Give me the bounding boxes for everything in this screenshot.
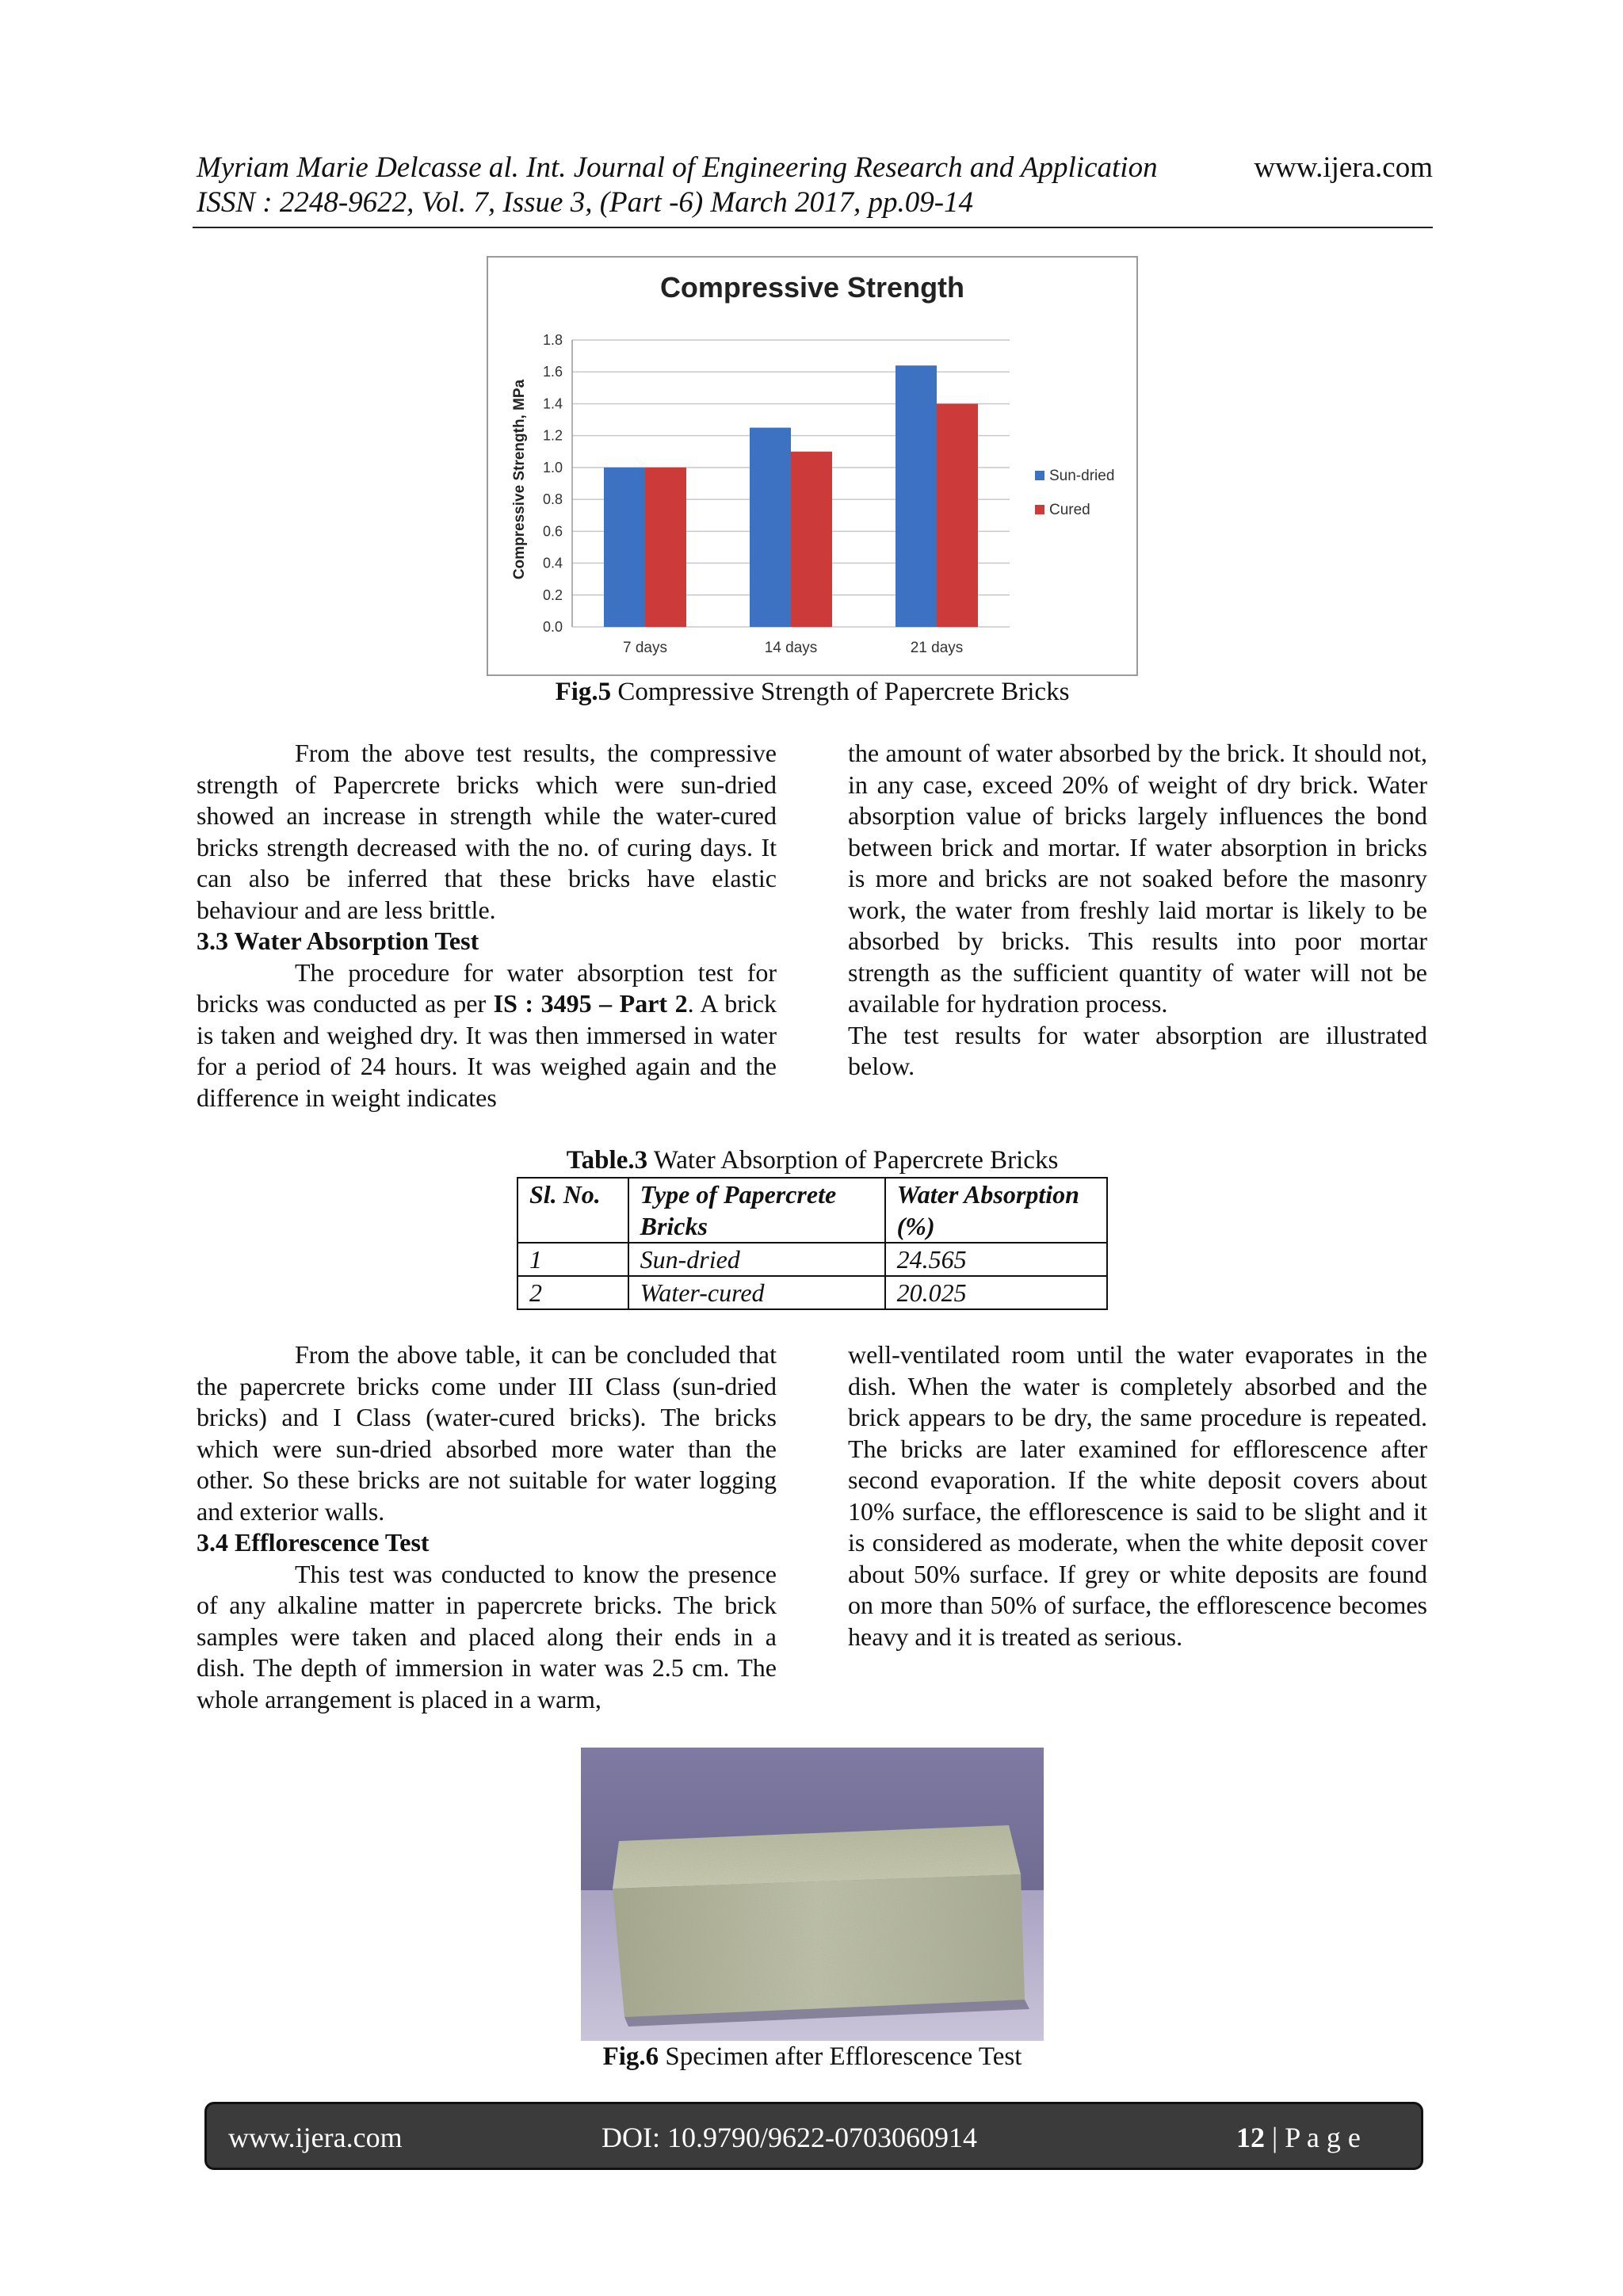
y-tick-label: 1.0 bbox=[542, 459, 563, 476]
table3-caption bbox=[517, 1144, 1108, 1176]
bar-cured bbox=[937, 403, 978, 627]
footer-page-number bbox=[1236, 2121, 1361, 2154]
fig6-caption bbox=[491, 2041, 1133, 2073]
legend-label: Cured bbox=[1049, 502, 1090, 518]
right-column-lower bbox=[848, 1339, 1427, 1652]
text-run: The procedure for water absorption test for bricks was conducted as per bbox=[197, 957, 777, 1018]
y-tick-label: 0.6 bbox=[542, 523, 563, 540]
text-run: . A brick is taken and weighed dry. It was then immersed in water for a period of 24 hours. It was weighed again and the difference in weight indicates bbox=[197, 989, 777, 1112]
footer-doi: DOI: 10.9790/9622-0703060914 bbox=[601, 2122, 977, 2153]
header-divider bbox=[193, 227, 1433, 228]
section-heading-3-3: 3.3 Water Absorption Test bbox=[197, 926, 479, 955]
page-number-value: 12 bbox=[1236, 2122, 1265, 2153]
table3-caption-text: Water Absorption of Papercrete Bricks bbox=[647, 1146, 1059, 1175]
paragraph: From the above test results, the compressive strength of Papercrete bricks which were sun-dried showed an increase in strength while the water-cured bricks strength decreased with the no. of curing days. It can also be inferred that these bricks have elastic behaviour and are less brittle. bbox=[197, 739, 777, 924]
water-absorption-table bbox=[517, 1177, 1108, 1310]
y-tick-label: 1.2 bbox=[542, 427, 563, 444]
paragraph: well-ventilated room until the water evaporates in the dish. When the water is completely absorbed and the brick appears to be dry, the same procedure is repeated. The bricks are later examined for efflorescence after second evaporation. If the white deposit covers about 10% surface, the efflorescence is said to be slight and it is considered as moderate, when the white deposit cover about 50% surface. If grey or white deposits are found on more than 50% of surface, the efflorescence becomes heavy and it is treated as serious. bbox=[848, 1340, 1427, 1651]
chart-title: Compressive Strength bbox=[659, 271, 965, 304]
table-row bbox=[517, 1276, 1107, 1309]
x-tick-label: 21 days bbox=[910, 640, 964, 656]
table-cell: 2 bbox=[517, 1276, 628, 1309]
fig5-label: Fig.5 bbox=[555, 678, 612, 706]
table-header-cell: Water Absorption (%) bbox=[885, 1178, 1107, 1243]
table3-label: Table.3 bbox=[566, 1146, 648, 1175]
table-cell: 24.565 bbox=[885, 1243, 1107, 1276]
table-cell: Water-cured bbox=[628, 1276, 885, 1309]
paragraph: This test was conducted to know the presence of any alkaline matter in papercrete bricks. The brick samples were taken and placed along their ends in a dish. The depth of immersion in water was 2.5 cm. The whole arrangement is placed in a warm, bbox=[197, 1559, 777, 1713]
table-header-cell: Type of Papercrete Bricks bbox=[628, 1178, 885, 1243]
standard-reference: IS : 3495 – Part 2 bbox=[493, 989, 688, 1018]
bar-sun-dried bbox=[604, 468, 645, 627]
table-row bbox=[517, 1243, 1107, 1276]
paragraph: From the above table, it can be concluded that the papercrete bricks come under III Class (sun-dried bricks) and I Class (water-cured bricks). The bricks which were sun-dried absorbed more water than the other. So these bricks are not suitable for water logging and exterior walls. bbox=[197, 1340, 777, 1526]
y-tick-label: 1.4 bbox=[542, 395, 563, 412]
paragraph: The test results for water absorption are illustrated below. bbox=[848, 1020, 1427, 1080]
table-header-row bbox=[517, 1178, 1107, 1243]
bar-sun-dried bbox=[896, 365, 937, 627]
y-tick-label: 1.8 bbox=[542, 332, 563, 348]
legend-swatch bbox=[1035, 471, 1044, 480]
chart-y-axis-label: Compressive Strength, MPa bbox=[511, 379, 528, 580]
y-tick-label: 0.4 bbox=[542, 555, 563, 571]
table-cell: 1 bbox=[517, 1243, 628, 1276]
table-cell: 20.025 bbox=[885, 1276, 1107, 1309]
header-website-link[interactable]: www.ijera.com bbox=[1254, 151, 1433, 184]
chart-svg bbox=[488, 258, 1136, 674]
page-footer bbox=[204, 2102, 1423, 2170]
efflorescence-specimen-photo bbox=[581, 1748, 1044, 2041]
legend-swatch bbox=[1035, 505, 1044, 514]
x-tick-label: 7 days bbox=[623, 640, 667, 656]
left-column-upper bbox=[197, 738, 777, 1114]
bar-sun-dried bbox=[750, 428, 791, 627]
journal-title: Myriam Marie Delcasse al. Int. Journal of Engineering Research and Application bbox=[197, 151, 1158, 184]
issue-info: ISSN : 2248-9622, Vol. 7, Issue 3, (Part -6) March 2017, pp.09-14 bbox=[197, 186, 974, 219]
page-word: | P a g e bbox=[1265, 2122, 1361, 2153]
y-tick-label: 0.0 bbox=[542, 619, 563, 635]
fig6-label: Fig.6 bbox=[602, 2042, 659, 2071]
paragraph: the amount of water absorbed by the brick. It should not, in any case, exceed 20% of weight of dry brick. Water absorption value of bricks largely influences the bond between brick and mortar. If water absorption in bricks is more and bricks are not soaked before the masonry work, the water from freshly laid mortar is likely to be absorbed by bricks. This results into poor mortar strength as the sufficient quantity of water will not be available for hydration process. bbox=[848, 739, 1427, 1018]
paragraph bbox=[197, 957, 777, 1114]
footer-website-link[interactable]: www.ijera.com bbox=[228, 2122, 403, 2153]
bar-cured bbox=[791, 452, 832, 627]
legend-label: Sun-dried bbox=[1049, 468, 1115, 484]
fig5-text: Compressive Strength of Papercrete Bricks bbox=[611, 678, 1070, 706]
y-tick-label: 0.8 bbox=[542, 491, 563, 508]
fig5-caption bbox=[487, 676, 1138, 708]
section-heading-3-4: 3.4 Efflorescence Test bbox=[197, 1528, 430, 1557]
brick-photo-icon bbox=[581, 1748, 1044, 2041]
y-tick-label: 0.2 bbox=[542, 586, 563, 603]
x-tick-label: 14 days bbox=[764, 640, 818, 656]
left-column-lower bbox=[197, 1339, 777, 1715]
right-column-upper bbox=[848, 738, 1427, 1083]
table-cell: Sun-dried bbox=[628, 1243, 885, 1276]
running-header bbox=[197, 151, 1433, 220]
compressive-strength-chart bbox=[487, 256, 1138, 676]
fig6-text: Specimen after Efflorescence Test bbox=[659, 2042, 1022, 2071]
bar-cured bbox=[645, 468, 686, 627]
y-tick-label: 1.6 bbox=[542, 364, 563, 380]
table-header-cell: Sl. No. bbox=[517, 1178, 628, 1243]
